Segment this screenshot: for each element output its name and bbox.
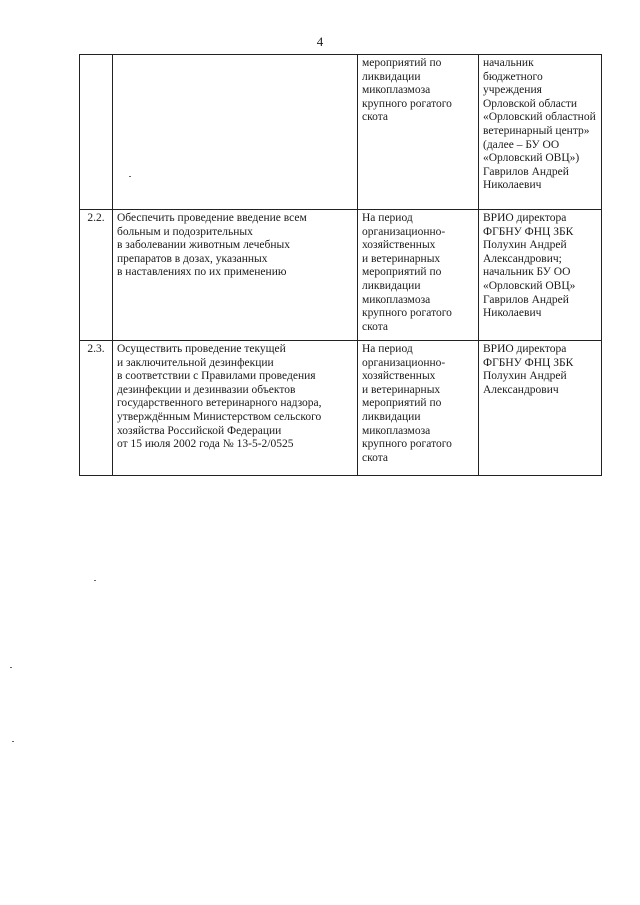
action-cell xyxy=(113,55,358,210)
row-number xyxy=(80,55,113,210)
cell-line: Гаврилов Андрей xyxy=(483,165,569,178)
cell-line: государственного ветеринарного надзора, xyxy=(117,397,322,410)
cell-line: бюджетного xyxy=(483,70,543,83)
cell-line: и ветеринарных xyxy=(362,383,441,396)
cell-line: Осуществить проведение текущей xyxy=(117,343,286,355)
cell-line: дезинфекции и дезинвазии объектов xyxy=(117,383,296,396)
term-cell xyxy=(358,55,479,210)
cell-line: начальник БУ ОО xyxy=(483,266,571,279)
responsible-cell xyxy=(479,55,602,210)
cell-line: Полухин Андрей xyxy=(483,239,567,252)
action-cell xyxy=(113,341,358,476)
cell-line: в заболевании животным лечебных xyxy=(117,239,290,252)
cell-line: препаратов в дозах, указанных xyxy=(117,252,268,265)
cell-line: Николаевич xyxy=(483,179,542,192)
measures-table xyxy=(79,54,602,476)
term-cell xyxy=(358,210,479,341)
cell-line: «Орловский ОВЦ» xyxy=(483,279,576,292)
cell-line: в соответствии с Правилами проведения xyxy=(117,370,316,383)
cell-line: организационно- xyxy=(362,356,446,369)
cell-line: ВРИО директора xyxy=(483,212,567,224)
cell-line: крупного рогатого xyxy=(362,438,452,451)
scan-speck xyxy=(10,667,12,668)
table-row xyxy=(80,55,602,210)
cell-line: Орловской области xyxy=(483,97,578,110)
cell-line: скота xyxy=(362,320,388,333)
cell-line: ветеринарный центр» xyxy=(483,124,590,137)
scan-speck xyxy=(129,176,131,177)
cell-line: крупного рогатого xyxy=(362,307,452,320)
cell-line: ликвидации xyxy=(362,410,421,423)
row-number: 2.2. xyxy=(80,210,113,341)
cell-line: в наставлениях по их применению xyxy=(117,266,287,279)
cell-line: Гаврилов Андрей xyxy=(483,293,569,306)
cell-line: организационно- xyxy=(362,225,446,238)
cell-line: Александрович; xyxy=(483,252,562,265)
cell-line: На период xyxy=(362,212,413,224)
cell-line: мероприятий по xyxy=(362,266,442,279)
cell-line: мероприятий по xyxy=(362,397,442,410)
term-cell xyxy=(358,341,479,476)
cell-line: микоплазмоза xyxy=(362,293,431,306)
responsible-cell xyxy=(479,210,602,341)
cell-line: начальник xyxy=(483,57,534,69)
cell-line: «Орловский областной xyxy=(483,111,596,124)
page-number: 4 xyxy=(316,34,324,49)
cell-line: мероприятий по xyxy=(362,57,442,69)
cell-line: Александрович xyxy=(483,383,559,396)
cell-line: хозяйственных xyxy=(362,239,436,252)
cell-line: микоплазмоза xyxy=(362,84,431,97)
cell-line: скота xyxy=(362,111,388,124)
cell-line: ВРИО директора xyxy=(483,343,567,355)
cell-line: ликвидации xyxy=(362,279,421,292)
cell-line: и ветеринарных xyxy=(362,252,441,265)
cell-line: Николаевич xyxy=(483,307,542,320)
action-cell xyxy=(113,210,358,341)
cell-line: больным и подозрительных xyxy=(117,225,253,238)
cell-line: утверждённым Министерством сельского xyxy=(117,410,322,423)
cell-line: ФГБНУ ФНЦ ЗБК xyxy=(483,225,574,238)
table-row xyxy=(80,341,602,476)
cell-line: и заключительной дезинфекции xyxy=(117,356,274,369)
cell-line: микоплазмоза xyxy=(362,424,431,437)
cell-line: «Орловский ОВЦ») xyxy=(483,152,580,165)
cell-line: На период xyxy=(362,343,413,355)
scan-speck xyxy=(12,741,14,742)
cell-line: учреждения xyxy=(483,84,542,97)
cell-line: хозяйственных xyxy=(362,370,436,383)
table-row xyxy=(80,210,602,341)
cell-line: ликвидации xyxy=(362,70,421,83)
cell-line: Полухин Андрей xyxy=(483,370,567,383)
scan-speck xyxy=(94,580,96,581)
cell-line: ФГБНУ ФНЦ ЗБК xyxy=(483,356,574,369)
cell-line: хозяйства Российской Федерации xyxy=(117,424,282,437)
row-number: 2.3. xyxy=(80,341,113,476)
cell-line: от 15 июля 2002 года № 13-5-2/0525 xyxy=(117,438,294,451)
cell-line: крупного рогатого xyxy=(362,97,452,110)
cell-line: скота xyxy=(362,451,388,464)
cell-line: Обеспечить проведение введение всем xyxy=(117,212,307,224)
responsible-cell xyxy=(479,341,602,476)
cell-line: (далее – БУ ОО xyxy=(483,138,560,151)
